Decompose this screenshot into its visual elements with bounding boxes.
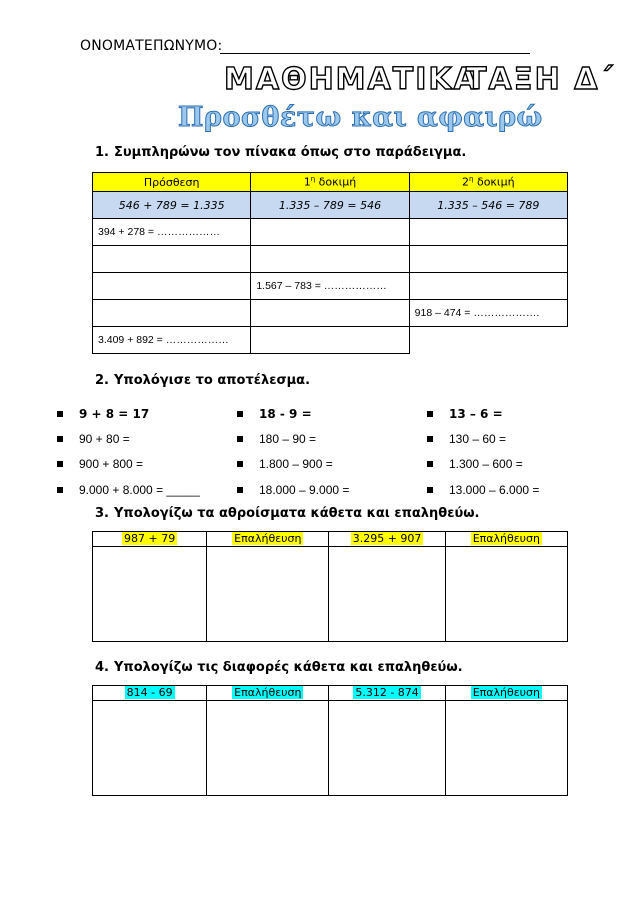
work-area-row: [93, 547, 568, 642]
table-cell[interactable]: [409, 246, 567, 273]
table-header-row: [93, 532, 568, 547]
exercise-3-heading: [95, 506, 479, 521]
bullet-square-icon: [237, 436, 243, 442]
worksheet-title: ΜΑΘΗΜΑΤΙΚΑ: [224, 62, 479, 97]
table-cell[interactable]: [409, 273, 567, 300]
list-item: 1.800 – 900 =: [259, 457, 333, 471]
header-check-1: $1^\eta$ δοκιμή: [251, 173, 409, 192]
exercise-1-text: Συμπληρώνω τον πίνακα όπως στο παράδειγμα.: [114, 145, 467, 160]
header-cell: 5.312 - 874: [329, 686, 445, 701]
bullet-square-icon: [57, 411, 63, 417]
bullet-square-icon: [237, 487, 243, 493]
list-item: 9.000 + 8.000 = _____: [79, 483, 200, 497]
table-cell[interactable]: 3.409 + 892 = ………………: [93, 327, 251, 354]
list-item: 130 – 60 =: [449, 432, 506, 446]
work-area-row: [93, 701, 568, 796]
bullet-square-icon: [427, 461, 433, 467]
header-cell: 987 + 79: [93, 532, 207, 547]
table-cell[interactable]: 394 + 278 = ………………: [93, 219, 251, 246]
exercise-3-number: 3.: [95, 506, 109, 521]
table-cell[interactable]: [251, 246, 409, 273]
work-cell[interactable]: [207, 701, 329, 796]
name-field-line[interactable]: [220, 53, 530, 54]
table-cell[interactable]: [251, 219, 409, 246]
table-cell[interactable]: 1.567 – 783 = ………………: [251, 273, 409, 300]
table-cell[interactable]: [409, 219, 567, 246]
example-check-1: 1.335 – 789 = 546: [251, 192, 409, 219]
table-cell[interactable]: [93, 300, 251, 327]
bullet-square-icon: [57, 436, 63, 442]
table-row: [93, 327, 568, 354]
bullet-square-icon: [427, 487, 433, 493]
bullet-square-icon: [237, 461, 243, 467]
exercise-3-table: [92, 531, 568, 642]
table-cell[interactable]: [93, 273, 251, 300]
header-cell: Επαλήθευση: [207, 686, 329, 701]
bullet-square-icon: [57, 487, 63, 493]
table-cell[interactable]: [251, 300, 409, 327]
exercise-4-heading: [95, 660, 463, 675]
work-cell[interactable]: [93, 701, 207, 796]
list-item: 1.300 – 600 =: [449, 457, 523, 471]
name-label: ΟΝΟΜΑΤΕΠΩΝΥΜΟ:: [80, 38, 223, 54]
bullet-square-icon: [57, 461, 63, 467]
list-item: 90 + 80 =: [79, 432, 130, 446]
list-item: 13.000 – 6.000 =: [449, 483, 539, 497]
exercise-3-text: Υπολογίζω τα αθροίσματα κάθετα και επαληθεύω.: [114, 506, 480, 521]
bullet-square-icon: [427, 411, 433, 417]
header-addition: Πρόσθεση: [93, 173, 251, 192]
work-cell[interactable]: [445, 701, 567, 796]
table-cell[interactable]: [251, 327, 409, 354]
list-item: 13 – 6 =: [449, 407, 503, 421]
exercise-2-number: 2.: [95, 373, 109, 388]
header-cell: 814 - 69: [93, 686, 207, 701]
table-row: [93, 246, 568, 273]
example-row: [93, 192, 568, 219]
example-addition: 546 + 789 = 1.335: [93, 192, 251, 219]
example-check-2: 1.335 – 546 = 789: [409, 192, 567, 219]
work-cell[interactable]: [93, 547, 207, 642]
header-check-2: $2^\eta$ δοκιμή: [409, 173, 567, 192]
list-item: 900 + 800 =: [79, 457, 143, 471]
exercise-4-number: 4.: [95, 660, 109, 675]
exercise-2-text: Υπολόγισε το αποτέλεσμα.: [114, 373, 311, 388]
table-header-row: [93, 686, 568, 701]
table-row: [93, 300, 568, 327]
list-item: 18 - 9 =: [259, 407, 312, 421]
table-cell[interactable]: [93, 246, 251, 273]
worksheet-subtitle: Προσθέτω και αφαιρώ: [178, 102, 543, 133]
header-cell: Επαλήθευση: [445, 686, 567, 701]
work-cell[interactable]: [329, 547, 445, 642]
work-cell[interactable]: [329, 701, 445, 796]
bullet-square-icon: [237, 411, 243, 417]
header-cell: 3.295 + 907: [329, 532, 445, 547]
work-cell[interactable]: [207, 547, 329, 642]
list-item: 9 + 8 = 17: [79, 407, 149, 421]
exercise-4-text: Υπολογίζω τις διαφορές κάθετα και επαληθεύω.: [114, 660, 463, 675]
exercise-4-table: [92, 685, 568, 796]
table-header-row: [93, 173, 568, 192]
exercise-2-heading: [95, 373, 310, 388]
table-cell[interactable]: 918 – 474 = ……………….: [409, 300, 567, 327]
list-item: 180 – 90 =: [259, 432, 316, 446]
exercise-1-number: 1.: [95, 145, 109, 160]
table-row: [93, 273, 568, 300]
exercise-1-heading: [95, 145, 466, 160]
grade-label: ΤΑΞΗ Δ΄: [466, 62, 615, 97]
header-cell: Επαλήθευση: [445, 532, 567, 547]
list-item: 18.000 – 9.000 =: [259, 483, 349, 497]
exercise-1-table: [92, 172, 568, 354]
header-cell: Επαλήθευση: [207, 532, 329, 547]
table-row: [93, 219, 568, 246]
work-cell[interactable]: [445, 547, 567, 642]
bullet-square-icon: [427, 436, 433, 442]
table-cell-blank: [409, 327, 567, 354]
